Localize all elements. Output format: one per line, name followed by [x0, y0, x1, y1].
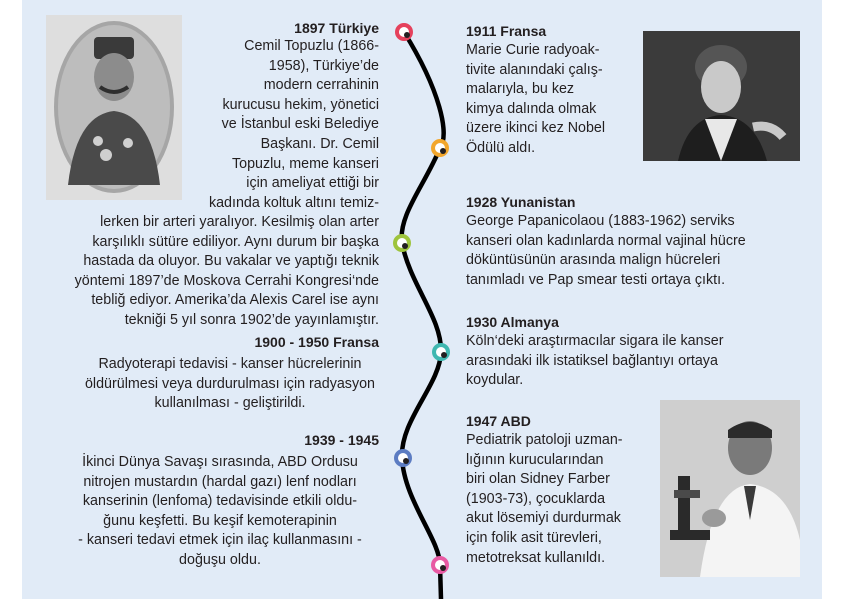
text-line: Köln‘deki araştırmacılar sigara ile kanser — [466, 333, 724, 349]
text-line: Pediatrik patoloji uzman- — [466, 432, 623, 448]
text-line: üzere ikinci kez Nobel — [466, 120, 606, 137]
text-line: ve İstanbul eski Belediye — [221, 116, 379, 133]
timeline-dot-1939 — [394, 449, 412, 467]
text-line: Cemil Topuzlu (1866- — [244, 38, 379, 54]
text-line: akut lösemiyi durdurmak — [466, 510, 621, 527]
text-line: İkinci Dünya Savaşı sırasında, ABD Ordusu — [82, 454, 358, 470]
text-1897-lower — [19, 213, 379, 331]
text-line: (1903-73), çocuklarda — [466, 490, 606, 507]
text-1939-1945 — [50, 453, 390, 571]
heading-1911: 1911 Fransa — [466, 23, 547, 39]
text-line: kimya dalında olmak — [466, 100, 597, 117]
text-line: döküntüsünün arasında malign hücreleri — [466, 252, 721, 269]
text-line: modern cerrahinin — [263, 77, 379, 94]
text-line: metotreksat kullanıldı. — [466, 549, 606, 566]
text-line: öldürülmesi veya durdurulması için radyasyon — [84, 375, 376, 392]
text-line: hastada da oluyor. Bu vakalar ve yaptığı teknik — [83, 253, 379, 270]
text-line: malarıyla, bu kez — [466, 81, 575, 98]
text-line: ğunu keşfetti. Bu keşif kemoterapinin — [103, 512, 337, 529]
text-line: için folik asit türevleri, — [466, 529, 602, 546]
text-line: kurucusu hekim, yönetici — [222, 96, 379, 113]
timeline-dot-1911 — [431, 139, 449, 157]
text-line: - kanseri tedavi etmek için ilaç kullanmasını - — [78, 532, 362, 549]
text-line: tekniği 5 yıl sonra 1902’de yayınlamıştır. — [124, 311, 379, 328]
heading-1900-1950: 1900 - 1950 Fransa — [254, 334, 379, 350]
text-line: lığının kurucularından — [466, 451, 604, 468]
text-line: tivite alanındaki çalış- — [466, 61, 603, 78]
text-line: 1958), Türkiye’de — [268, 57, 379, 74]
text-line: Marie Curie radyoak- — [466, 42, 600, 58]
text-1897-upper — [189, 37, 379, 213]
text-line: karşılıklı sütüre ediliyor. Aynı durum bir başka — [92, 233, 379, 250]
photo-cemil-topuzlu — [46, 15, 182, 200]
text-line: tanımladı ve Pap smear testi ortaya çıktı. — [466, 271, 726, 288]
heading-1897: 1897 Türkiye — [294, 20, 379, 36]
text-line: Radyoterapi tedavisi - kanser hücrelerinin — [98, 356, 362, 372]
text-line: tebliğ ediyor. Amerika’da Alexis Carel ise aynı — [91, 292, 379, 309]
text-line: kanserinin (lenfoma) tedavisinde etkili oldu- — [82, 493, 358, 510]
heading-1930: 1930 Almanya — [466, 314, 559, 330]
text-1900-1950 — [70, 355, 390, 414]
timeline-dot-1897 — [395, 23, 413, 41]
text-1947 — [466, 431, 656, 568]
text-line: arasındaki ilk istatiksel bağlantıyı ortaya — [466, 352, 718, 369]
text-1911 — [466, 41, 641, 159]
text-line: kullanılması - geliştirildi. — [154, 395, 306, 412]
timeline-dot-1947 — [431, 556, 449, 574]
text-line: Başkanı. Dr. Cemil — [260, 135, 379, 152]
text-line: Ödülü aldı. — [466, 139, 536, 156]
text-line: Topuzlu, meme kanseri — [231, 155, 379, 172]
heading-1947: 1947 ABD — [466, 413, 531, 429]
text-1928 — [466, 212, 806, 290]
photo-sidney-farber — [660, 400, 800, 577]
text-line: koydular. — [466, 372, 524, 389]
text-line: kadında koltuk altını temiz- — [208, 194, 379, 211]
text-line: lerken bir arteri yaralıyor. Kesilmiş olan arter — [100, 214, 379, 230]
text-line: biri olan Sidney Farber — [466, 471, 610, 488]
text-line: yöntemi 1897’de Moskova Cerrahi Kongresi‘nde — [74, 272, 379, 289]
text-line: doğuşu oldu. — [179, 551, 261, 568]
timeline-dot-1928 — [393, 234, 411, 252]
heading-1939-1945: 1939 - 1945 — [304, 432, 379, 448]
text-line: George Papanicolaou (1883-1962) serviks — [466, 213, 735, 229]
photo-marie-curie — [643, 31, 800, 161]
heading-1928: 1928 Yunanistan — [466, 194, 576, 210]
text-1930 — [466, 332, 806, 391]
text-line: için ameliyat ettiği bir — [246, 175, 379, 192]
text-line: nitrojen mustardın (hardal gazı) lenf nodları — [83, 473, 357, 490]
text-line: kanseri olan kadınlarda normal vajinal hücre — [466, 232, 746, 249]
timeline-dot-1930 — [432, 343, 450, 361]
